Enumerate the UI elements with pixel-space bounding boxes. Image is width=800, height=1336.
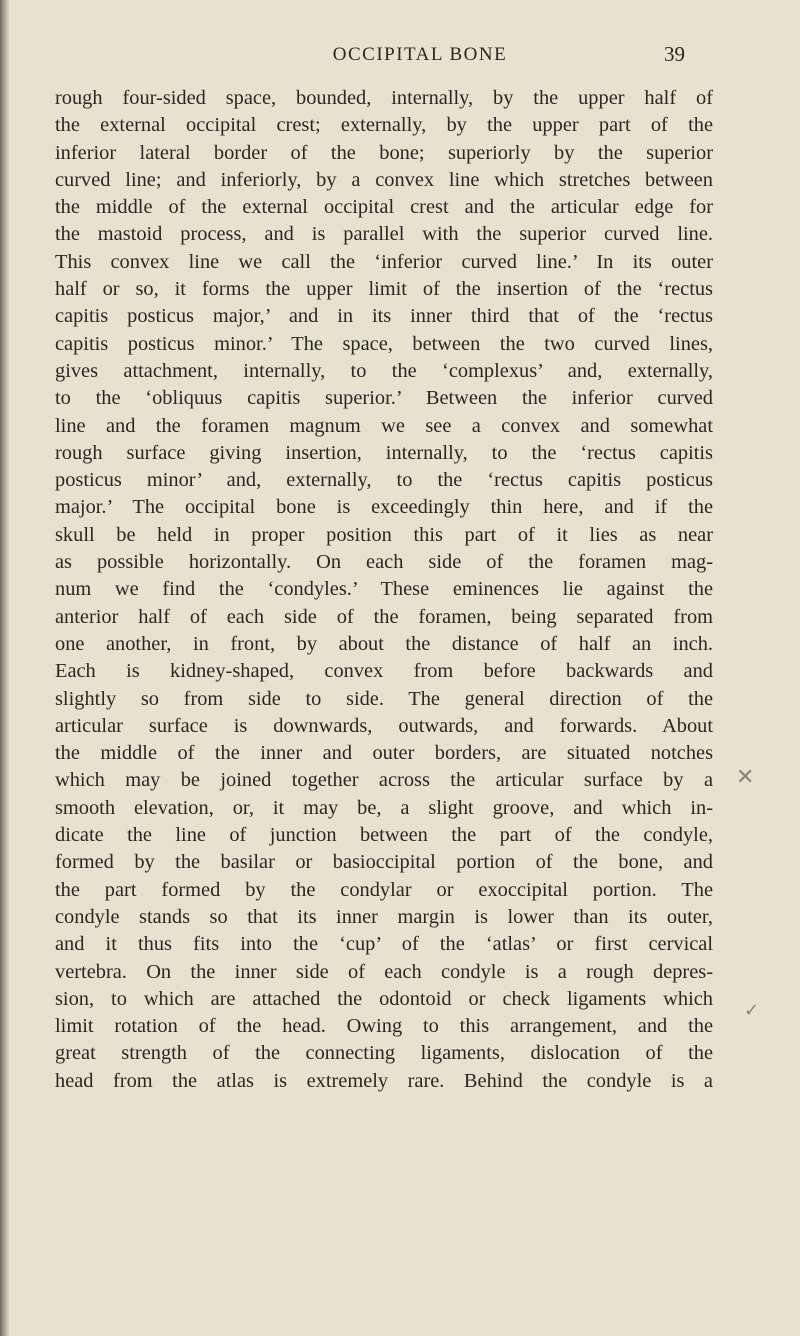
text-line: num we find the ‘condyles.’ These eminences lie against the xyxy=(55,578,713,601)
pencil-cross-mark-icon: ✕ xyxy=(736,765,755,790)
text-line: the middle of the inner and outer borders, are situated notches xyxy=(55,742,713,765)
page-number: 39 xyxy=(664,42,685,66)
text-line: limit rotation of the head. Owing to this arrangement, and the xyxy=(55,1015,713,1038)
text-line: half or so, it forms the upper limit of the insertion of the ‘rectus xyxy=(55,278,713,301)
text-line: the middle of the external occipital crest and the articular edge for xyxy=(55,196,713,219)
text-line: and it thus fits into the ‘cup’ of the ‘atlas’ or first cervical xyxy=(55,933,713,956)
text-line: dicate the line of junction between the part of the condyle, xyxy=(55,824,713,847)
text-line: the part formed by the condylar or exoccipital portion. The xyxy=(55,878,713,901)
text-line: line and the foramen magnum we see a convex and somewhat xyxy=(55,414,713,437)
text-line: formed by the basilar or basioccipital portion of the bone, and xyxy=(55,851,713,874)
pencil-check-mark-icon: ✓ xyxy=(744,1000,760,1021)
text-line: rough four-sided space, bounded, internally, by the upper half of xyxy=(55,87,713,109)
running-head: OCCIPITAL BONE xyxy=(332,44,508,65)
text-line: curved line; and inferiorly, by a convex line which stretches between xyxy=(55,168,713,191)
text-line: major.’ The occipital bone is exceedingly thin here, and if the xyxy=(55,496,713,519)
text-line: the mastoid process, and is parallel with the superior curved line. xyxy=(55,223,713,246)
text-line: head from the atlas is extremely rare. Behind the condyle is a xyxy=(55,1069,713,1092)
text-line: smooth elevation, or, it may be, a slight groove, and which in- xyxy=(55,796,713,819)
text-line: condyle stands so that its inner margin is lower than its outer, xyxy=(55,905,713,928)
text-line: This convex line we call the ‘inferior curved line.’ In its outer xyxy=(55,250,713,273)
text-line: posticus minor’ and, externally, to the ‘rectus capitis posticus xyxy=(55,469,713,492)
text-line: capitis posticus minor.’ The space, between the two curved lines, xyxy=(55,332,713,355)
text-line: gives attachment, internally, to the ‘complexus’ and, externally, xyxy=(55,359,713,382)
text-line: vertebra. On the inner side of each condyle is a rough depres- xyxy=(55,960,713,983)
text-line: the external occipital crest; externally, by the upper part of the xyxy=(55,114,713,137)
text-line: articular surface is downwards, outwards, and forwards. About xyxy=(55,714,713,737)
text-line: one another, in front, by about the distance of half an inch. xyxy=(55,632,713,655)
text-line: Each is kidney-shaped, convex from before backwards and xyxy=(55,660,713,683)
text-line: sion, to which are attached the odontoid or check ligaments which xyxy=(55,987,713,1010)
page-header xyxy=(0,44,800,74)
text-line: to the ‘obliquus capitis superior.’ Between the inferior curved xyxy=(55,387,713,410)
text-line: as possible horizontally. On each side of the foramen mag- xyxy=(55,551,713,574)
text-line: slightly so from side to side. The general direction of the xyxy=(55,687,713,710)
body-text xyxy=(55,85,713,1095)
text-line: great strength of the connecting ligaments, dislocation of the xyxy=(55,1042,713,1065)
text-line: which may be joined together across the articular surface by a xyxy=(55,769,713,792)
page-edge-shadow xyxy=(0,0,10,1336)
text-line: rough surface giving insertion, internally, to the ‘rectus capitis xyxy=(55,441,713,464)
text-line: capitis posticus major,’ and in its inner third that of the ‘rectus xyxy=(55,305,713,328)
text-line: inferior lateral border of the bone; superiorly by the superior xyxy=(55,141,713,164)
text-line: anterior half of each side of the foramen, being separated from xyxy=(55,605,713,628)
text-line: skull be held in proper position this part of it lies as near xyxy=(55,523,713,546)
